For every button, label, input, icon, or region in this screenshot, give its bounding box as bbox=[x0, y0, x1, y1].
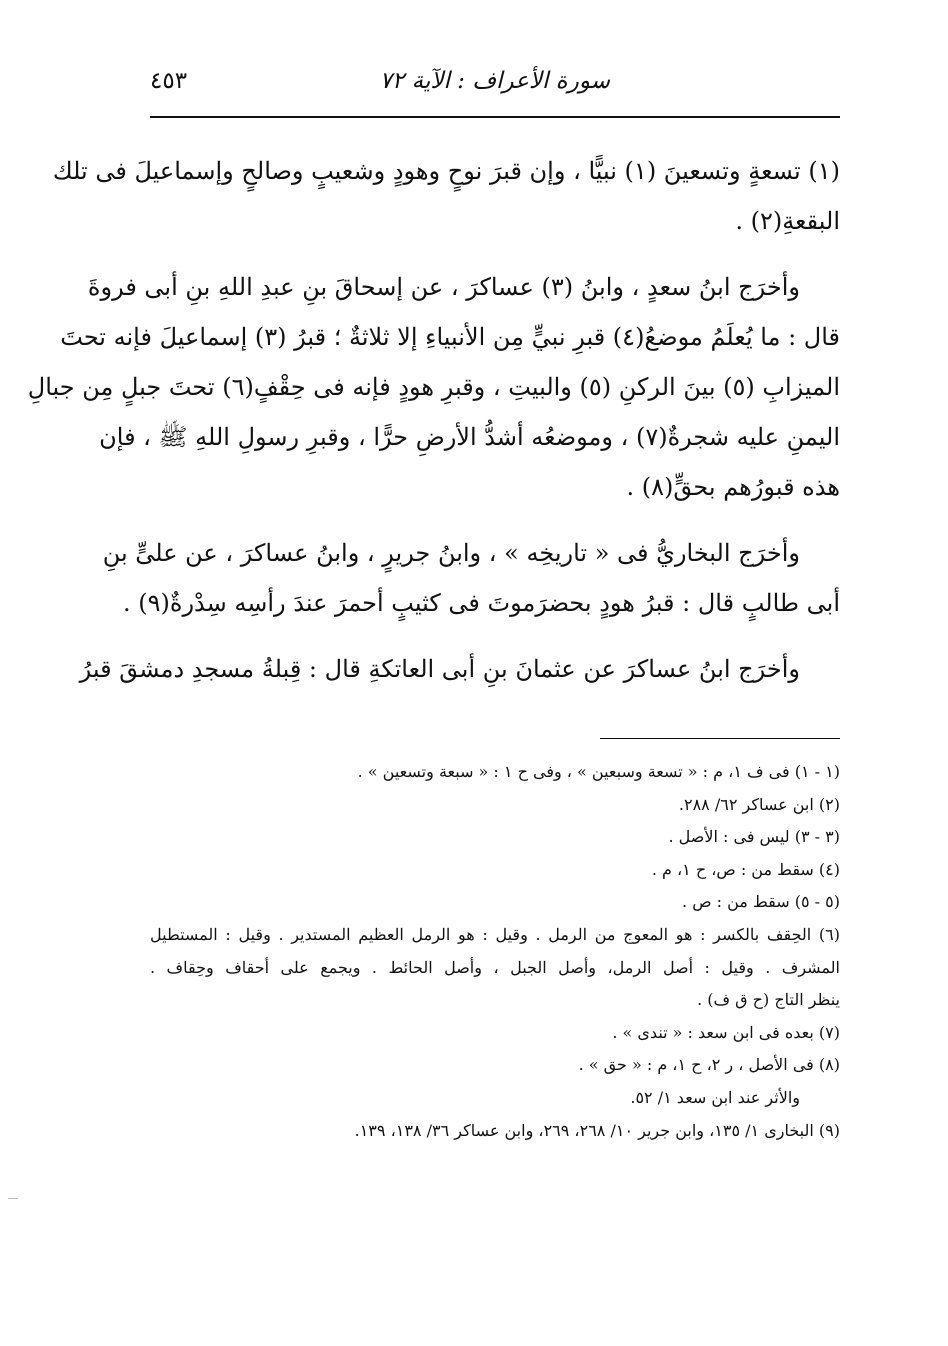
footnotes bbox=[150, 756, 840, 1147]
text-line: وأخرَج البخاريُّ فى « تاريخِه » ، وابنُ جريرٍ ، وابنُ عساكرَ ، عن علىٍّ بنِ bbox=[102, 539, 800, 567]
footnote: ينظر التاج (ح ق ف) . bbox=[697, 990, 840, 1010]
text-line: أبى طالبٍ قال : قبرُ هودٍ بحضرَموتَ فى كثيبٍ أحمرَ عندَ رأسِه سِدْرةٌ(٩) . bbox=[123, 589, 840, 617]
footnote: (٧) بعده فى ابن سعد : « تندى » . bbox=[612, 1022, 840, 1042]
paragraph-gap bbox=[150, 246, 840, 262]
paragraph-gap bbox=[150, 628, 840, 644]
footnote: (٨) فى الأصل ، ر ٢، ح ١، م : « حق » . bbox=[578, 1055, 840, 1075]
footnote: المشرف . وقيل : أصل الرمل، وأصل الجبل ، وأصل الحائط . ويجمع على أحقاف وحِقاف . bbox=[150, 957, 840, 977]
footnote: (٥ - ٥) سقط من : ص . bbox=[682, 892, 840, 912]
text-line: وأخرَج ابنُ عساكرَ عن عثمانَ بنِ أبى العاتكةِ قال : قِبلةُ مسجدِ دمشقَ قبرُ bbox=[79, 655, 800, 683]
main-text bbox=[27, 146, 840, 694]
footnote: (٤) سقط من : ص، ح ١، م . bbox=[651, 859, 840, 879]
page-number: ٤٥٣ bbox=[150, 68, 188, 94]
footnote: (١ - ١) فى ف ١، م : « تسعة وسبعين » ، وفى ح ١ : « سبعة وتسعين » . bbox=[357, 762, 840, 781]
text-line: هذه قبورُهم بحقٍّ(٨) . bbox=[626, 473, 840, 501]
paragraph-gap bbox=[150, 512, 840, 528]
running-title: سورة الأعراف : الآية ٧٢ bbox=[379, 68, 610, 94]
footnote: (٦) الحِقف بالكسر : هو المعوج من الرمل . وقيل : هو الرمل العظيم المستدير . وقيل : المستطيل bbox=[150, 924, 840, 944]
text-line: البقعةِ(٢) . bbox=[735, 207, 840, 235]
footnote: (٢) ابن عساكر ٦٢/ ٢٨٨. bbox=[678, 794, 840, 814]
footnote: والأثر عند ابن سعد ١/ ٥٢. bbox=[630, 1087, 800, 1107]
text-line: اليمنِ عليه شجرةٌ(٧) ، وموضعُه أشدُّ الأرضِ حرًّا ، وقبرِ رسولِ اللهِ ﷺ ، فإن bbox=[99, 423, 840, 451]
page-header bbox=[150, 62, 840, 112]
scan-margin-mark bbox=[8, 1198, 18, 1199]
header-rule bbox=[150, 116, 840, 118]
footnote-rule bbox=[600, 738, 840, 739]
text-line: (١) تسعةٍ وتسعينَ (١) نبيًّا ، وإن قبرَ نوحٍ وهودٍ وشعيبٍ وصالحٍ وإسماعيلَ فى تلك bbox=[52, 157, 840, 185]
text-line: قال : ما يُعلَمُ موضعُ(٤) قبرِ نبيٍّ مِن الأنبياءِ إلا ثلاثةٌ ؛ قبرُ (٣) إسماعيلَ فإنه تحتَ bbox=[60, 323, 840, 351]
footnote: (٣ - ٣) ليس فى : الأصل . bbox=[668, 827, 840, 847]
text-line: الميزابِ (٥) بينَ الركنِ (٥) والبيتِ ، وقبرِ هودٍ فإنه فى حِقْفٍ(٦) تحتَ جبلٍ مِن جبالِ bbox=[27, 373, 840, 401]
footnote: (٩) البخارى ١/ ١٣٥، وابن جرير ١٠/ ٢٦٨، ٢٦٩، وابن عساكر ٣٦/ ١٣٨، ١٣٩. bbox=[354, 1120, 840, 1140]
text-line: وأخرَج ابنُ سعدٍ ، وابنُ (٣) عساكرَ ، عن إسحاقَ بنِ عبدِ اللهِ بنِ أبى فروةَ bbox=[87, 273, 800, 301]
